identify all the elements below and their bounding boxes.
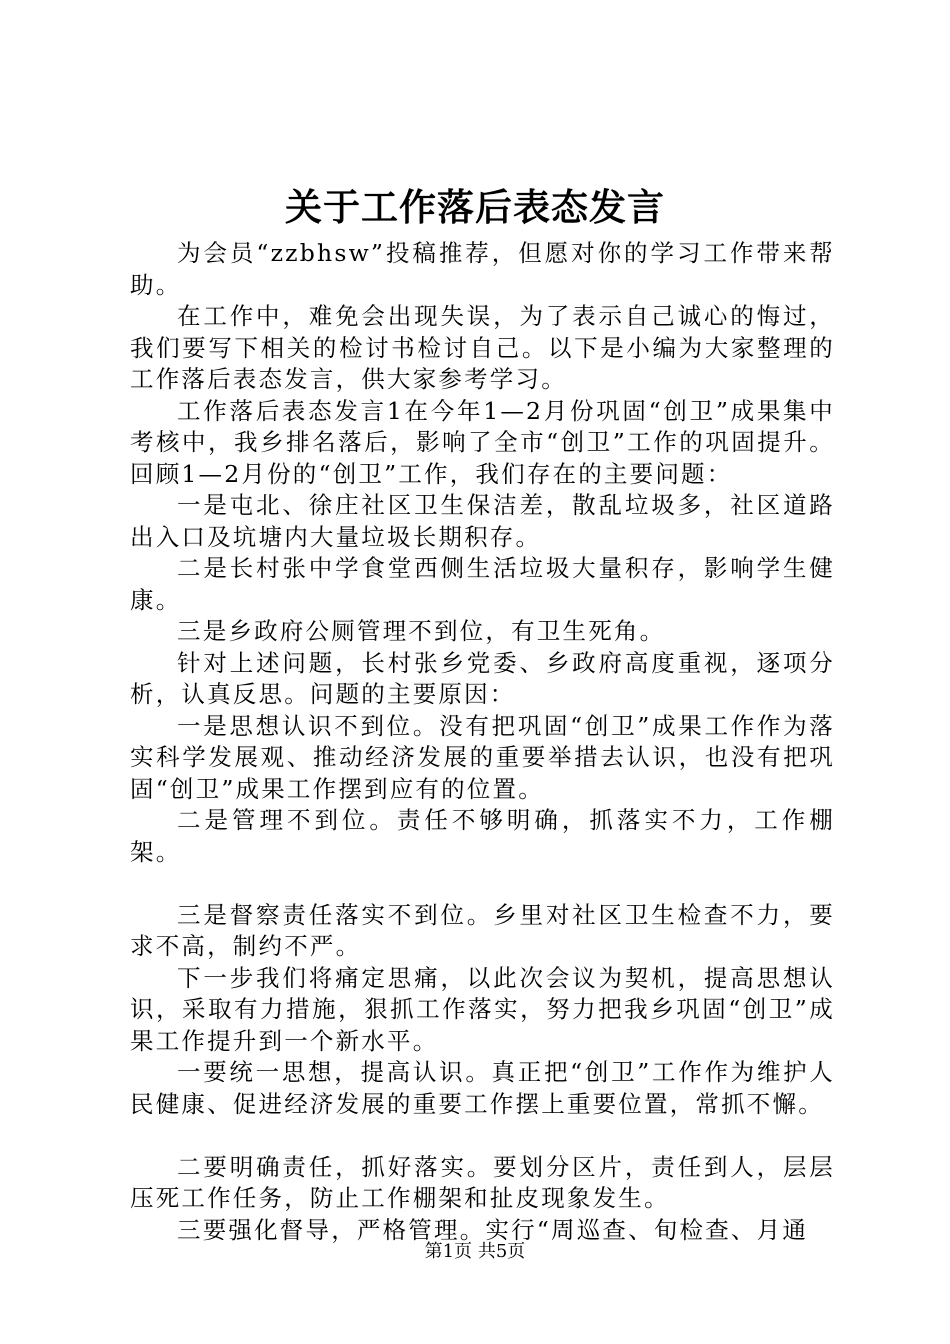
paragraph: 二是长村张中学食堂西侧生活垃圾大量积存，影响学生健康。 (130, 554, 835, 614)
paragraph: 三是乡政府公厕管理不到位，有卫生死角。 (177, 617, 666, 645)
paragraph: 在工作中，难免会出现失误，为了表示自己诚心的悔过，我们要写下相关的检讨书检讨自己。以下是小编为大家整理的工作落后表态发言，供大家参考学习。 (130, 302, 835, 393)
page-number: 第1页 共5页 (424, 1241, 526, 1262)
paragraph: 工作落后表态发言1在今年1—2月份巩固“创卫”成果集中考核中，我乡排名落后，影响了全市“创卫”工作的巩固提升。回顾1—2月份的“创卫”工作，我们存在的主要问题： (130, 396, 835, 488)
paragraph: 一是屯北、徐庄社区卫生保洁差，散乱垃圾多，社区道路出入口及坑塘内大量垃圾长期积存。 (130, 491, 835, 551)
paragraph: 一是思想认识不到位。没有把巩固“创卫”成果工作作为落实科学发展观、推动经济发展的重要举措去认识，也没有把巩固“创卫”成果工作摆到应有的位置。 (130, 711, 835, 803)
paragraph: 二是管理不到位。责任不够明确，抓落实不力，工作棚架。 (130, 806, 835, 866)
document-body (130, 238, 835, 1246)
paragraph: 下一步我们将痛定思痛，以此次会议为契机，提高思想认识，采取有力措施，狠抓工作落实，努力把我乡巩固“创卫”成果工作提升到一个新水平。 (130, 963, 835, 1055)
paragraph: 三是督察责任落实不到位。乡里对社区卫生检查不力，要求不高，制约不严。 (130, 900, 835, 960)
paragraph: 二要明确责任，抓好落实。要划分区片，责任到人，层层压死工作任务，防止工作棚架和扯皮现象发生。 (130, 1152, 835, 1212)
paragraph: 为会员“zzbhsw”投稿推荐，但愿对你的学习工作带来帮助。 (130, 239, 835, 299)
document-title: 关于工作落后表态发言 (285, 185, 665, 229)
paragraph: 三要强化督导，严格管理。实行“周巡查、旬检查、月通 (177, 1215, 809, 1244)
paragraph: 一要统一思想，提高认识。真正把“创卫”工作作为维护人民健康、促进经济发展的重要工作摆上重要位置，常抓不懈。 (130, 1058, 835, 1118)
paragraph: 针对上述问题，长村张乡党委、乡政府高度重视，逐项分析，认真反思。问题的主要原因： (130, 648, 835, 708)
